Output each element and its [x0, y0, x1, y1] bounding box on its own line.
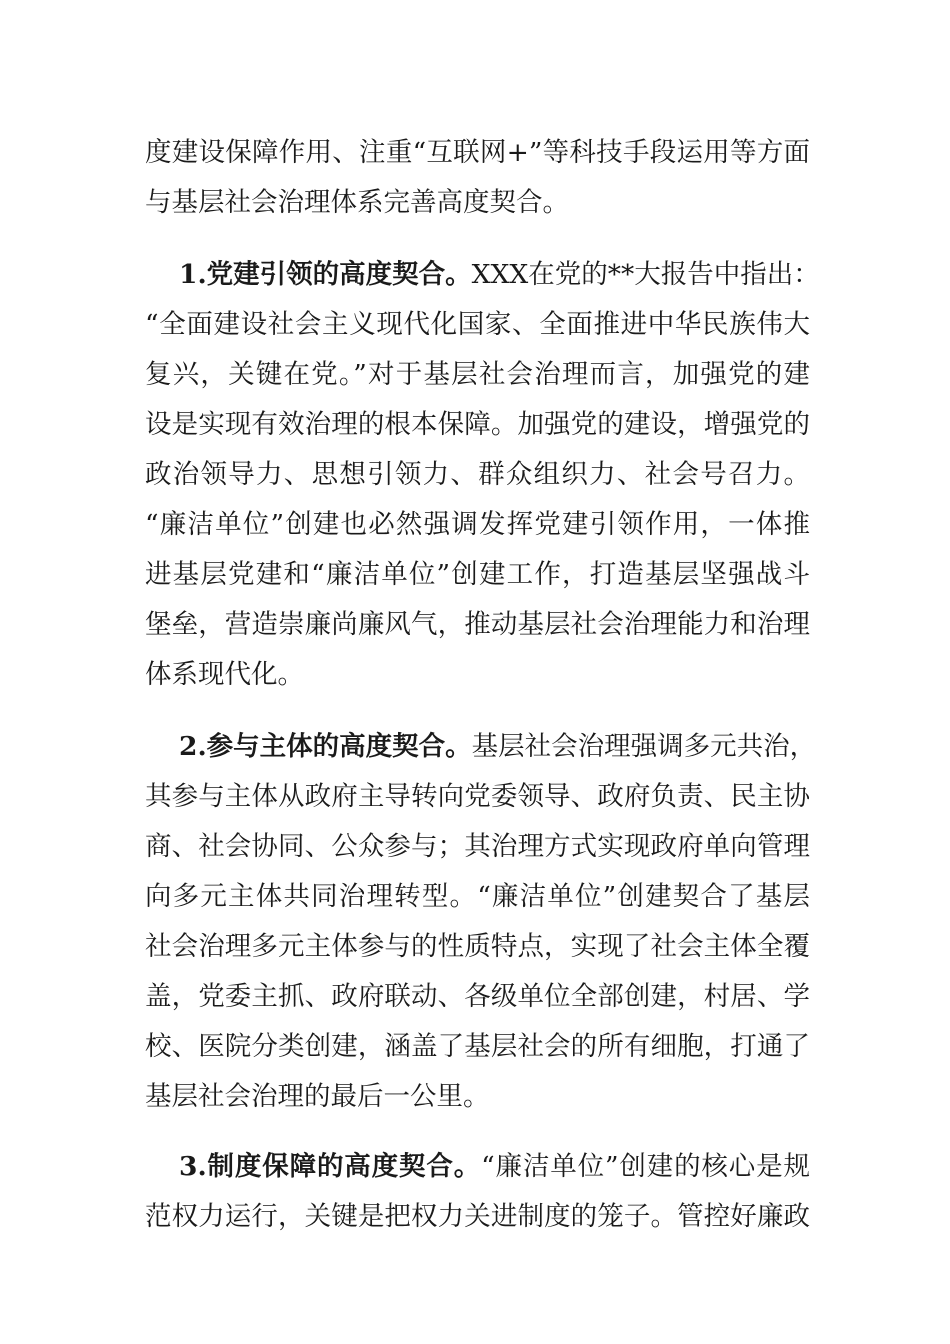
section-line: 设是实现有效治理的根本保障。加强党的建设，增强党的 [145, 409, 810, 440]
section-line: 进基层党建和“廉洁单位”创建工作，打造基层坚强战斗 [145, 559, 810, 590]
section-text: 基层社会治理强调多元共治， [471, 731, 817, 762]
document-page [145, 128, 820, 1242]
section-line: 社会治理多元主体参与的性质特点，实现了社会主体全覆 [145, 931, 810, 962]
section-first-line [145, 1142, 810, 1192]
section-line: 政治领导力、思想引领力、群众组织力、社会号召力。 [145, 459, 810, 490]
section-institutional [145, 1142, 810, 1242]
intro-line: 度建设保障作用、注重“互联网+”等科技手段运用等方面 [145, 137, 810, 168]
section-line: 其参与主体从政府主导转向党委领导、政府负责、民主协 [145, 781, 810, 812]
section-first-line [145, 722, 817, 772]
section-line: 范权力运行，关键是把权力关进制度的笼子。管控好廉政 [145, 1201, 810, 1232]
section-line: “全面建设社会主义现代化国家、全面推进中华民族伟大 [145, 309, 810, 340]
section-heading: 3.制度保障的高度契合。 [179, 1151, 482, 1182]
section-heading: 2.参与主体的高度契合。 [179, 731, 472, 762]
section-text: XXX在党的**大报告中指出： [471, 259, 820, 290]
section-text: “廉洁单位”创建的核心是规 [481, 1151, 810, 1182]
section-line: 堡垒，营造崇廉尚廉风气，推动基层社会治理能力和治理 [145, 609, 810, 640]
section-heading: 1.党建引领的高度契合。 [179, 259, 472, 290]
section-party-building [145, 250, 820, 700]
section-line: 向多元主体共同治理转型。“廉洁单位”创建契合了基层 [145, 881, 810, 912]
section-line: 校、医院分类创建，涵盖了基层社会的所有细胞，打通了 [145, 1031, 810, 1062]
section-line: 复兴，关键在党。”对于基层社会治理而言，加强党的建 [145, 359, 810, 390]
section-first-line [145, 250, 820, 300]
section-line: 基层社会治理的最后一公里。 [145, 1081, 490, 1112]
section-line: “廉洁单位”创建也必然强调发挥党建引领作用，一体推 [145, 509, 810, 540]
intro-line: 与基层社会治理体系完善高度契合。 [145, 187, 569, 218]
section-line: 体系现代化。 [145, 659, 304, 690]
section-line: 商、社会协同、公众参与；其治理方式实现政府单向管理 [145, 831, 810, 862]
section-line: 盖，党委主抓、政府联动、各级单位全部创建，村居、学 [145, 981, 810, 1012]
section-participants [145, 722, 817, 1122]
